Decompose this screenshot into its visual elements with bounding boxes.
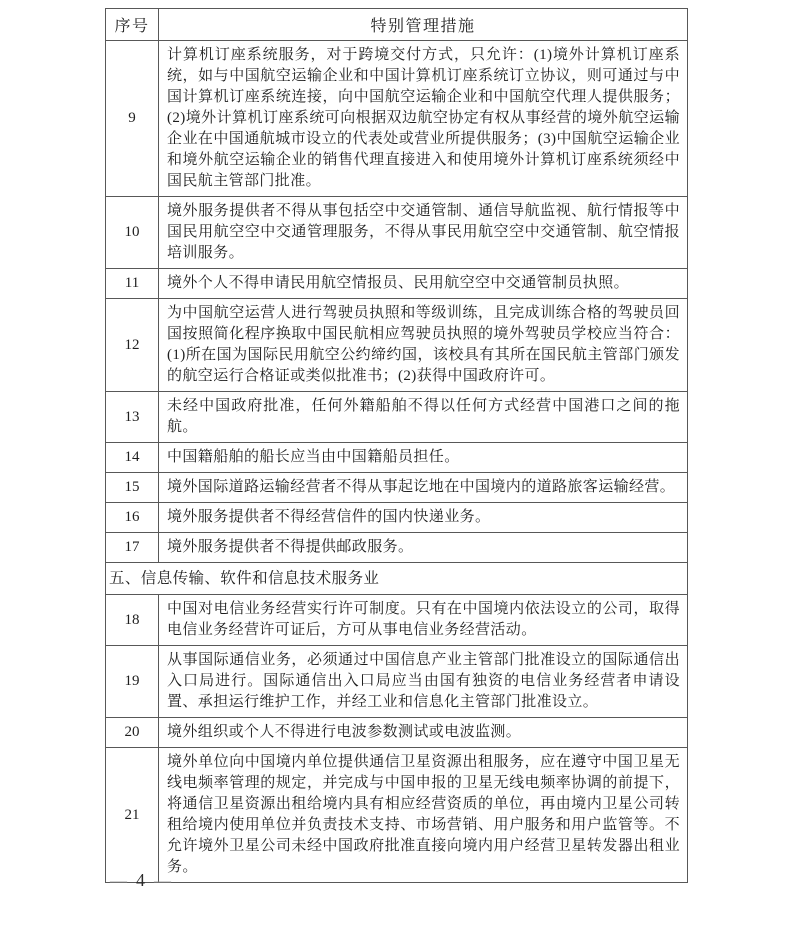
table-row [106, 503, 688, 533]
measure-text: 境外单位向中国境内单位提供通信卫星资源出租服务，应在遵守中国卫星无线电频率管理的规定，并完成与中国申报的卫星无线电频率协调的前提下，将通信卫星资源出租给境内具有相应经营资质的单位，再由境内卫星公司转租给境内使用单位并负责技术支持、市场营销、用户服务和用户监管等。不允许境外卫星公司未经中国政府批准直接向境内用户经营卫星转发器出租业务。 [159, 748, 688, 883]
table-row [106, 392, 688, 443]
table-row [106, 473, 688, 503]
row-number: 17 [106, 533, 159, 563]
measure-text: 计算机订座系统服务，对于跨境交付方式，只允许：(1)境外计算机订座系统，如与中国航空运输企业和中国计算机订座系统订立协议，则可通过与中国计算机订座系统连接，向中国航空运输企业和中国航空代理人提供服务；(2)境外计算机订座系统可向根据双边航空协定有权从事经营的境外航空运输企业在中国通航城市设立的代表处或营业所提供服务；(3)中国航空运输企业和境外航空运输企业的销售代理直接进入和使用境外计算机订座系统须经中国民航主管部门批准。 [159, 41, 688, 197]
footer-right-dash: — [154, 870, 171, 890]
table-row [106, 41, 688, 197]
row-number: 11 [106, 269, 159, 299]
measure-text: 境外服务提供者不得提供邮政服务。 [159, 533, 688, 563]
row-number: 14 [106, 443, 159, 473]
measure-text: 中国对电信业务经营实行许可制度。只有在中国境内依法设立的公司，取得电信业务经营许可证后，方可从事电信业务经营活动。 [159, 595, 688, 646]
table-row [106, 718, 688, 748]
table-row [106, 748, 688, 883]
row-number: 10 [106, 197, 159, 269]
row-number: 15 [106, 473, 159, 503]
measure-text: 从事国际通信业务，必须通过中国信息产业主管部门批准设立的国际通信出入口局进行。国际通信出入口局应当由国有独资的电信业务经营者申请设置、承担运行维护工作，并经工业和信息化主管部门批准设立。 [159, 646, 688, 718]
table-row [106, 197, 688, 269]
table-row [106, 533, 688, 563]
measure-text: 中国籍船舶的船长应当由中国籍船员担任。 [159, 443, 688, 473]
page-footer [110, 870, 171, 891]
row-number: 21 [106, 748, 159, 883]
measure-text: 境外服务提供者不得经营信件的国内快递业务。 [159, 503, 688, 533]
measures-table-head [106, 9, 688, 41]
measures-table [105, 8, 688, 883]
row-number: 20 [106, 718, 159, 748]
measure-text: 境外组织或个人不得进行电波参数测试或电波监测。 [159, 718, 688, 748]
row-number: 12 [106, 299, 159, 392]
section-header: 五、信息传输、软件和信息技术服务业 [106, 563, 688, 595]
measure-text: 境外个人不得申请民用航空情报员、民用航空空中交通管制员执照。 [159, 269, 688, 299]
row-number: 9 [106, 41, 159, 197]
table-row [106, 299, 688, 392]
table-row [106, 269, 688, 299]
row-number: 13 [106, 392, 159, 443]
page-number: 4 [136, 870, 145, 890]
row-number: 18 [106, 595, 159, 646]
measure-text: 境外国际道路运输经营者不得从事起讫地在中国境内的道路旅客运输经营。 [159, 473, 688, 503]
table-row [106, 646, 688, 718]
measure-text: 为中国航空运营人进行驾驶员执照和等级训练，且完成训练合格的驾驶员回国按照简化程序换取中国民航相应驾驶员执照的境外驾驶员学校应当符合：(1)所在国为国际民用航空公约缔约国，该校具有其所在国民航主管部门颁发的航空运行合格证或类似批准书；(2)获得中国政府许可。 [159, 299, 688, 392]
header-row [106, 9, 688, 41]
column-header-no: 序号 [106, 9, 159, 41]
footer-left-dash: — [110, 870, 127, 890]
measures-table-body [106, 41, 688, 883]
measure-text: 未经中国政府批准，任何外籍船舶不得以任何方式经营中国港口之间的拖航。 [159, 392, 688, 443]
row-number: 16 [106, 503, 159, 533]
measure-text: 境外服务提供者不得从事包括空中交通管制、通信导航监视、航行情报等中国民用航空空中交通管理服务，不得从事民用航空空中交通管制、航空情报培训服务。 [159, 197, 688, 269]
row-number: 19 [106, 646, 159, 718]
section-row [106, 563, 688, 595]
table-row [106, 595, 688, 646]
table-row [106, 443, 688, 473]
column-header-measure: 特别管理措施 [159, 9, 688, 41]
